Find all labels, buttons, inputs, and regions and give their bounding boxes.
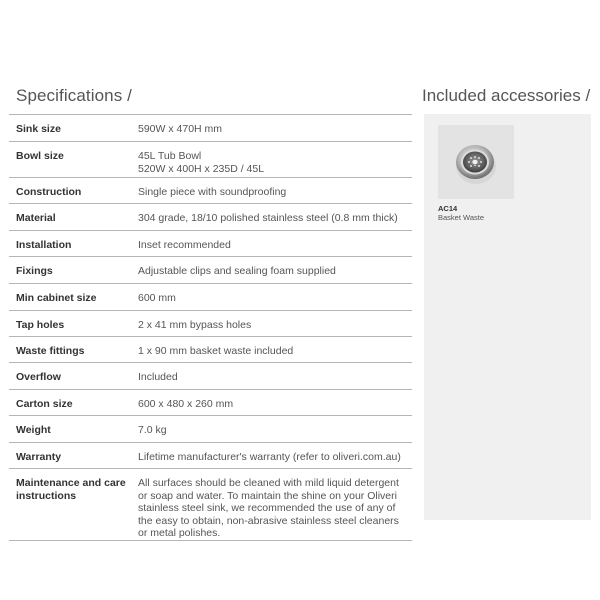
spec-value-line: 520W x 400H x 235D / 45L [138,162,265,175]
spec-label: Installation [9,231,138,257]
basket-waste-image [438,125,514,199]
spec-label: Min cabinet size [9,284,138,311]
spec-value-line: 2 x 41 mm bypass holes [138,319,252,331]
spec-value-line: Single piece with soundproofing [138,186,287,198]
spec-value-line: Inset recommended [138,239,231,251]
spec-label: Bowl size [9,142,138,178]
spec-value [138,178,412,204]
accessory-name: Basket Waste [438,213,484,222]
spec-value [138,204,412,231]
spec-row [9,416,412,443]
spec-row [9,257,412,284]
spec-row [9,231,412,257]
spec-row [9,142,412,178]
spec-label: Maintenance and care instructions [9,469,138,541]
spec-label: Waste fittings [9,337,138,363]
spec-label: Construction [9,178,138,204]
spec-value-line: 7.0 kg [138,424,167,436]
spec-row [9,363,412,390]
spec-row [9,443,412,469]
spec-value [138,142,412,178]
spec-value-line: Lifetime manufacturer's warranty (refer to oliveri.com.au) [138,451,401,463]
spec-label: Sink size [9,115,138,142]
spec-label: Carton size [9,390,138,416]
accessory-code: AC14 [438,204,458,213]
spec-row [9,115,412,142]
spec-value [138,469,412,541]
spec-value [138,115,412,142]
spec-row [9,390,412,416]
spec-value-line: Adjustable clips and sealing foam supplied [138,265,336,277]
spec-value [138,363,412,390]
spec-value [138,257,412,284]
spec-row [9,337,412,363]
spec-value [138,443,412,469]
accessories-heading: Included accessories / [422,86,591,105]
spec-value [138,231,412,257]
spec-row [9,204,412,231]
specifications-table [9,114,412,541]
basket-waste-icon [438,125,514,199]
spec-row [9,284,412,311]
spec-value [138,284,412,311]
accessory-card[interactable] [438,125,514,222]
spec-value-line: 590W x 470H mm [138,123,223,135]
spec-label: Tap holes [9,311,138,337]
spec-value-line: All surfaces should be cleaned with mild liquid detergent or soap and water. To maintain the shine on your Oliveri stainless steel sink, we recommended the use of any of the easy to obtain, non-abrasive stainless steel cleaners or metal polishes. [138,477,399,539]
spec-value [138,311,412,337]
spec-row [9,311,412,337]
spec-value-line: 1 x 90 mm basket waste included [138,345,294,357]
spec-value-line: 304 grade, 18/10 polished stainless steel (0.8 mm thick) [138,212,398,224]
spec-value [138,416,412,443]
spec-label: Warranty [9,443,138,469]
spec-value-line: 45L Tub Bowl [138,150,202,162]
accessories-panel [424,114,591,520]
spec-value-line: Included [138,371,178,383]
spec-row [9,178,412,204]
spec-label: Overflow [9,363,138,390]
specifications-heading: Specifications / [16,86,132,105]
spec-label: Material [9,204,138,231]
spec-value-line: 600 mm [138,292,176,304]
spec-label: Weight [9,416,138,443]
spec-label: Fixings [9,257,138,284]
spec-value-line: 600 x 480 x 260 mm [138,398,234,410]
spec-row [9,469,412,541]
spec-value [138,390,412,416]
spec-value [138,337,412,363]
